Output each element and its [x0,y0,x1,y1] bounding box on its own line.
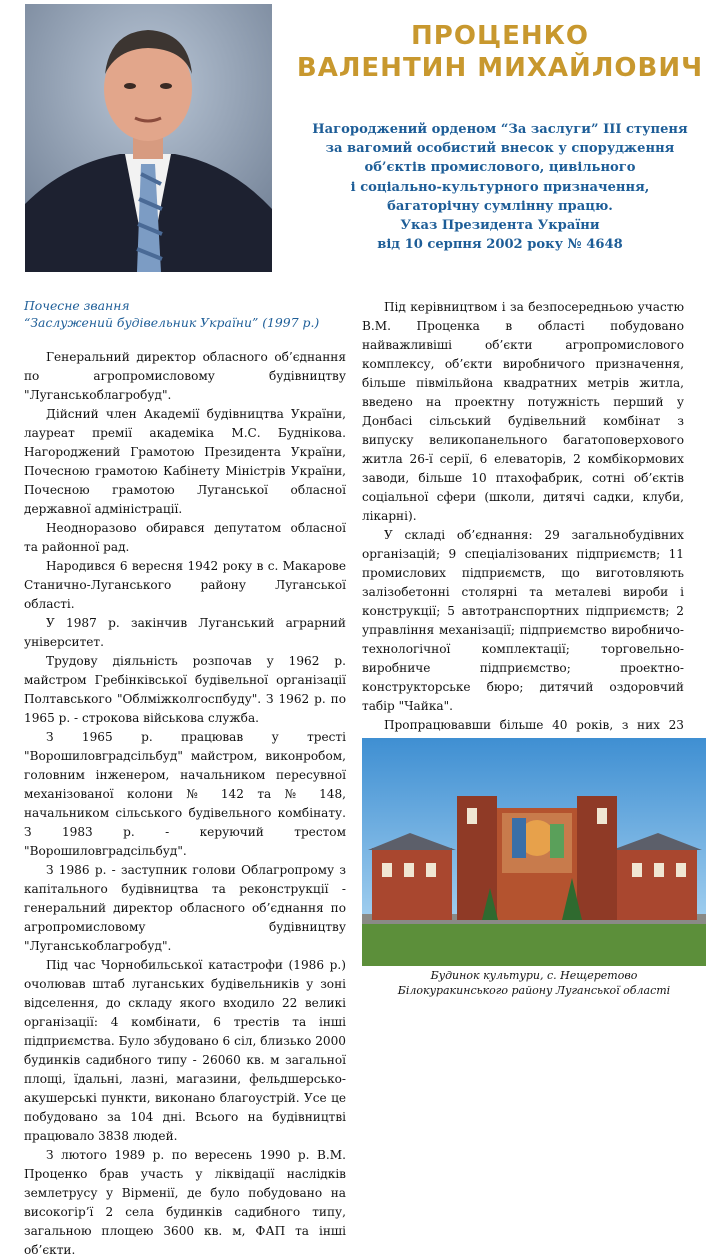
paragraph: Під керівництвом і за безпосередньою участю В.М. Проценка в області побудовано найважливіші об’єкти агропромислового комплексу, об’єкти виробничого призначення, більше півмільйона квадратних метрів житла, введено на проектну потужність перший у Донбасі сільський будівельний комбінат з випуску великопанельного багатоповерхового житла 26-ї серії, 6 елеваторів, 2 комбікормових заводи, більше 10 птахофабрик, сотні об’єктів соціальної сфери (школи, дитячі садки, клуби, лікарні). [362,300,684,523]
paragraph: У складі об’єднання: 29 загальнобудівних організацій; 9 спеціалізованих підприємств; 11 промислових підприємств, що виготовляють залізобетонні столярні та металеві вироби і конструкції; 5 автотранспортних підприємств; 2 управління механізації; підприємство виробничо-технологічної комплектації; торговельно-виробниче підприємство; проектно-конструкторське бюро; дитячий оздоровчий табір "Чайка". [362,528,684,713]
paragraph: Народився 6 вересня 1942 року в с. Макарове Станично-Луганського району Луганської області. [24,559,346,611]
paragraph: Під час Чорнобильської катастрофи (1986 р.) очолював штаб луганських будівельників у зоні відселення, до складу якого входило 22 великі організації: 4 комбінати, 6 трестів та інші підприємства. Було збудовано 6 сіл, близько 2000 будинків садибного типу - 26060 кв. м загальної площі, їдальні, лазні, магазини, фельдшерсько-акушерські пункти, виконано благоустрій. Усе це побудовано за 104 дні. Всього на будівництві працювало 3838 людей. [24,958,346,1143]
award-text [305,120,695,254]
award-line: і соціально-культурного призначення, [350,179,650,195]
building-photo [362,738,706,966]
award-line: об’єктів промислового, цивільного [364,160,636,176]
caption-line: Білокуракинського району Луганської області [397,984,671,997]
honorary-title-label: Почесне звання [24,298,130,313]
paragraph: Дійсний член Академії будівництва України, лауреат премії академіка М.С. Буднікова. Нагороджений Грамотою Президента України, Почесною грамотою Кабінету Міністрів України, Почесною грамотою Луганської обласної державної адміністрації. [24,407,346,516]
paragraph: З 1986 р. - заступник голови Облагропрому з капітального будівництва та реконструкції - генеральний директор обласного об’єднання по агропромисловому будівництву "Луганськоблагробуд". [24,863,346,953]
photo-caption [362,968,706,998]
paragraph: Генеральний директор обласного об’єднання по агропромисловому будівництву "Луганськоблагробуд". [24,350,346,402]
award-line: за вагомий особистий внесок у спорудження [325,141,675,157]
award-line: багаторічну сумлінну працю. [387,198,613,214]
name-surname: ПРОЦЕНКО [411,21,589,51]
left-column [24,348,346,1260]
paragraph: Неодноразово обирався депутатом обласної та районної рад. [24,521,346,554]
paragraph: Трудову діяльність розпочав у 1962 р. майстром Гребінківської будівельної організації Полтавського "Облміжколгоспбуду". З 1962 р. по 1965 р. - строкова військова служба. [24,654,346,725]
honorary-title-value: “Заслужений будівельник України” (1997 р.) [24,315,320,330]
person-name [290,20,709,84]
paragraph: Пропрацювавши більше 40 років, з них 23 [384,718,684,732]
caption-line: Будинок культури, с. Нещеретово [430,969,638,982]
paragraph: У 1987 р. закінчив Луганський аграрний університет. [24,616,346,649]
award-line: від 10 серпня 2002 року № 4648 [377,237,623,253]
award-line: Нагороджений орденом “За заслуги” III ступеня [312,122,688,137]
paragraph: З 1965 р. працював у тресті "Ворошиловградсільбуд" майстром, виконробом, головним інженером, начальником пересувної механізованої колони № 142 та № 148, начальником сільського будівельного комбінату. З 1983 р. - керуючий трестом "Ворошиловградсільбуд". [24,730,346,858]
paragraph: З лютого 1989 р. по вересень 1990 р. В.М. Проценко брав участь у ліквідації наслідків землетрусу у Вірменії, де було побудовано на високогір’ї 2 села будинків садибного типу, загальною площею 3600 кв. м, ФАП та інші об’єкти. [24,1148,346,1257]
award-line: Указ Президента України [400,218,600,234]
portrait-photo [25,4,272,272]
honorary-title [24,297,344,331]
name-given: ВАЛЕНТИН МИХАЙЛОВИЧ [296,53,704,83]
